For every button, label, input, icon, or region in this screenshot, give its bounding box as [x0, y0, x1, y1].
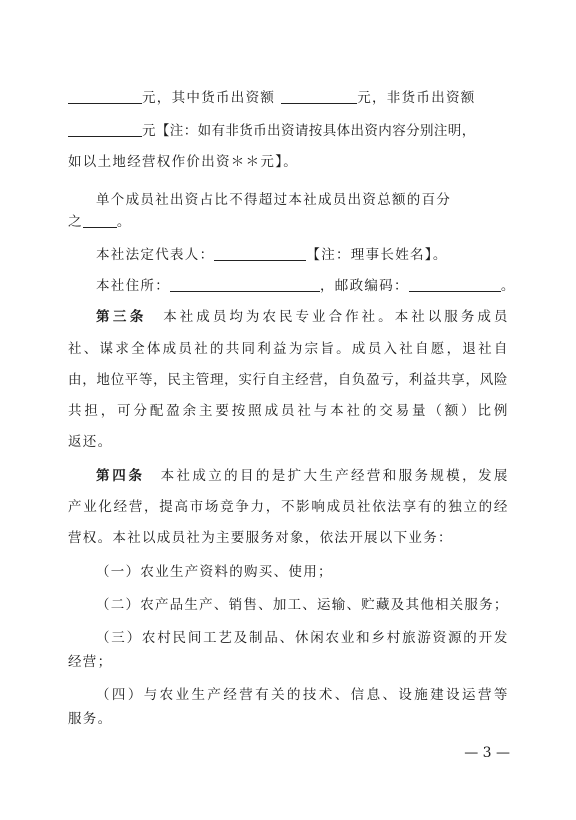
- capital-text-a: 元，其中货币出资额: [142, 90, 276, 106]
- representative-note: 【注：理事长姓名】。: [306, 247, 448, 263]
- capital-text-b: 元，非货币出资额: [357, 90, 476, 106]
- blank-total-capital: [68, 89, 142, 104]
- blank-postcode: [409, 277, 501, 292]
- article3-line-2: 社、谋求全体成员社的共同利益为宗旨。成员入社自愿，退社自: [68, 341, 508, 357]
- address-end: 。: [500, 278, 516, 294]
- article4-line-2: 产业化经营，提高市场竞争力，不影响成员社依法享有的独立的经: [68, 499, 508, 515]
- ratio-text-a: 之: [68, 214, 83, 230]
- ratio-text-b: 。: [116, 214, 132, 230]
- address-label: 本社住所：: [96, 278, 170, 294]
- article4-item-2: （二）农产品生产、销售、加工、运输、贮藏及其他相关服务；: [96, 597, 508, 613]
- article4-heading: 第四条: [96, 468, 145, 484]
- article3-line-4: 共担，可分配盈余主要按照成员社与本社的交易量（额）比例: [68, 403, 508, 419]
- article4-item-3-line-2: 经营；: [68, 654, 113, 670]
- ratio-line-1: 单个成员社出资占比不得超过本社成员出资总额的百分: [96, 192, 452, 208]
- article4-line-3: 营权。本社以成员社为主要服务对象，依法开展以下业务：: [68, 530, 453, 546]
- article4-item-4-line-1: （四）与农业生产经营有关的技术、信息、设施建设运营等: [96, 687, 508, 703]
- article4-text-1: 本社成立的目的是扩大生产经营和服务规模，发展: [158, 468, 509, 484]
- blank-nonmonetary-capital: [68, 122, 142, 137]
- article3-line-5: 返还。: [68, 434, 113, 450]
- article3-line-3: 由，地位平等，民主管理，实行自主经营，自负盈亏，利益共享，风险: [68, 372, 508, 388]
- ratio-line-2: [68, 212, 508, 232]
- article3-line-1: [96, 307, 508, 327]
- blank-ratio-percent: [83, 213, 117, 228]
- capital-note-text: 元【注：如有非货币出资请按具体出资内容分别注明，: [142, 123, 476, 139]
- article3-heading: 第三条: [96, 309, 147, 325]
- page-number: — 3 —: [464, 745, 510, 761]
- article4-item-4-line-2: 服务。: [68, 711, 113, 727]
- representative-label: 本社法定代表人：: [96, 247, 215, 263]
- postcode-label: ，邮政编码：: [320, 278, 409, 294]
- article4-line-1: [96, 466, 508, 486]
- capital-line-3: 如以土地经营权作价出资＊＊元】。: [68, 154, 299, 170]
- article4-item-3-line-1: （三）农村民间工艺及制品、休闲农业和乡村旅游资源的开发: [96, 630, 508, 646]
- capital-line-2: [68, 121, 508, 141]
- blank-address: [170, 277, 320, 292]
- representative-line: [96, 245, 508, 265]
- capital-line-1: [68, 88, 508, 108]
- blank-representative-name: [214, 246, 306, 261]
- address-line: [96, 276, 516, 296]
- blank-monetary-capital: [281, 89, 357, 104]
- article3-text-1: 本社成员均为农民专业合作社。本社以服务成员: [160, 309, 509, 325]
- article4-item-1: （一）农业生产资料的购买、使用；: [96, 564, 333, 580]
